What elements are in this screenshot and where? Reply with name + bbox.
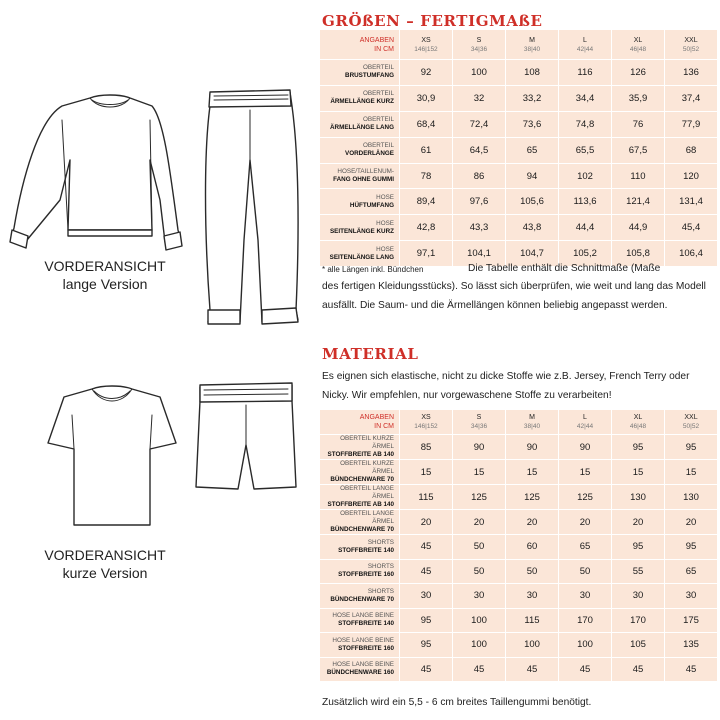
row-label-cell <box>320 658 400 683</box>
value-cell: 68,4 <box>400 112 453 138</box>
row-label-line2: FANG OHNE GUMMI <box>333 176 394 183</box>
value-cell: 105 <box>612 633 665 658</box>
row-label-cell <box>320 164 400 190</box>
value-cell: 44,9 <box>612 215 665 241</box>
value-cell: 95 <box>612 435 665 460</box>
value-cell: 45 <box>559 658 612 683</box>
value-cell: 104,7 <box>506 241 559 267</box>
table-row <box>320 460 718 485</box>
value-cell: 20 <box>400 510 453 535</box>
sizes-text: des fertigen Kleidungsstücks). So lässt sich überprüfen, wie weit und lang das Modell ausfällt. Die Saum- und die Ärmellängen können beliebig angepasst werden. <box>322 281 706 311</box>
header-size-cell <box>506 30 559 60</box>
value-cell: 15 <box>400 460 453 485</box>
value-cell: 130 <box>612 485 665 510</box>
row-label-line1: HOSE LANGE BEINE <box>332 661 394 669</box>
value-cell: 97,1 <box>400 241 453 267</box>
header-size-cell <box>665 30 718 60</box>
header-size-sub: 38|40 <box>523 45 541 53</box>
caption-long-title: VORDERANSICHT <box>44 258 166 274</box>
header-size-label: L <box>583 414 587 421</box>
header-size-sub: 146|152 <box>414 45 438 53</box>
material-title: MATERIAL <box>322 345 419 363</box>
value-cell: 68 <box>665 138 718 164</box>
row-label-line1: SHORTS <box>367 587 394 595</box>
row-label-line1: HOSE <box>376 193 394 201</box>
row-label-line1: SHORTS <box>367 563 394 571</box>
shorts-drawing <box>196 383 296 489</box>
header-size-cell <box>665 410 718 435</box>
row-label-line2: STOFFBREITE AB 140 <box>327 451 394 458</box>
value-cell: 95 <box>400 609 453 634</box>
value-cell: 95 <box>400 633 453 658</box>
table-row <box>320 560 718 585</box>
header-size-cell <box>400 30 453 60</box>
row-label-cell <box>320 60 400 86</box>
value-cell: 116 <box>559 60 612 86</box>
table-row <box>320 609 718 634</box>
value-cell: 90 <box>453 435 506 460</box>
header-label-line2: IN CM <box>374 45 394 53</box>
row-label-line2: BÜNDCHENWARE 70 <box>330 476 394 483</box>
value-cell: 45 <box>506 658 559 683</box>
header-size-label: M <box>529 36 535 44</box>
value-cell: 95 <box>665 435 718 460</box>
value-cell: 90 <box>559 435 612 460</box>
row-label-cell <box>320 138 400 164</box>
value-cell: 30 <box>559 584 612 609</box>
table-row <box>320 138 718 164</box>
value-cell: 20 <box>559 510 612 535</box>
caption-short-version <box>20 546 190 582</box>
header-size-label: XL <box>633 414 643 421</box>
row-label-line2: STOFFBREITE 160 <box>338 644 394 652</box>
size-table <box>320 30 718 267</box>
footnote-text: * alle Längen inkl. Bündchen <box>322 265 424 274</box>
value-cell: 105,8 <box>612 241 665 267</box>
row-label-line2: HÜFTUMFANG <box>349 201 394 209</box>
value-cell: 97,6 <box>453 189 506 215</box>
table-row <box>320 189 718 215</box>
row-label-cell <box>320 633 400 658</box>
value-cell: 92 <box>400 60 453 86</box>
footnote <box>322 261 423 280</box>
header-size-sub: 50|52 <box>682 423 700 430</box>
value-cell: 136 <box>665 60 718 86</box>
row-label-cell <box>320 460 400 485</box>
tshirt-drawing <box>48 386 176 525</box>
row-label-line2: BÜNDCHENWARE 70 <box>330 526 394 533</box>
value-cell: 64,5 <box>453 138 506 164</box>
value-cell: 131,4 <box>665 189 718 215</box>
caption-short-title: VORDERANSICHT <box>44 547 166 563</box>
value-cell: 108 <box>506 60 559 86</box>
value-cell: 43,8 <box>506 215 559 241</box>
value-cell: 89,4 <box>400 189 453 215</box>
row-label-line1: OBERTEIL KURZE ÄRMEL <box>340 435 394 450</box>
header-size-cell <box>559 30 612 60</box>
header-size-cell <box>453 30 506 60</box>
row-label-line2: STOFFBREITE AB 140 <box>327 501 394 508</box>
caption-long-subtitle: lange Version <box>62 276 148 292</box>
value-cell: 100 <box>506 633 559 658</box>
table-row <box>320 86 718 112</box>
value-cell: 77,9 <box>665 112 718 138</box>
value-cell: 170 <box>559 609 612 634</box>
value-cell: 73,6 <box>506 112 559 138</box>
value-cell: 65,5 <box>559 138 612 164</box>
value-cell: 105,2 <box>559 241 612 267</box>
header-size-label: XL <box>633 36 643 44</box>
header-label-cell <box>320 30 400 60</box>
value-cell: 45 <box>453 658 506 683</box>
value-cell: 113,6 <box>559 189 612 215</box>
table-row <box>320 510 718 535</box>
long-pants-drawing <box>206 90 299 324</box>
value-cell: 65 <box>506 138 559 164</box>
value-cell: 50 <box>559 560 612 585</box>
value-cell: 76 <box>612 112 665 138</box>
caption-short-subtitle: kurze Version <box>62 565 148 581</box>
header-size-cell <box>400 410 453 435</box>
row-label-cell <box>320 189 400 215</box>
value-cell: 32 <box>453 86 506 112</box>
header-size-label: S <box>476 414 482 421</box>
value-cell: 30 <box>506 584 559 609</box>
value-cell: 42,8 <box>400 215 453 241</box>
row-label-cell <box>320 535 400 560</box>
value-cell: 50 <box>453 535 506 560</box>
value-cell: 65 <box>665 560 718 585</box>
value-cell: 15 <box>506 460 559 485</box>
table-row <box>320 60 718 86</box>
row-label-line1: OBERTEIL <box>362 116 394 124</box>
value-cell: 106,4 <box>665 241 718 267</box>
value-cell: 30 <box>400 584 453 609</box>
value-cell: 30 <box>612 584 665 609</box>
value-cell: 78 <box>400 164 453 190</box>
material-text: Es eignen sich elastische, nicht zu dicke Stoffe wie z.B. Jersey, French Terry oder Nicky. Wir empfehlen, nur vorgewaschene Stoffe zu verarbeiten! <box>322 371 690 401</box>
table-row <box>320 435 718 460</box>
header-size-label: M <box>529 414 535 421</box>
value-cell: 30,9 <box>400 86 453 112</box>
header-size-sub: 34|36 <box>470 45 488 53</box>
table-row <box>320 164 718 190</box>
value-cell: 130 <box>665 485 718 510</box>
header-size-label: XXL <box>684 36 698 44</box>
header-size-cell <box>612 30 665 60</box>
value-cell: 33,2 <box>506 86 559 112</box>
value-cell: 100 <box>453 633 506 658</box>
long-version-sketch <box>0 80 310 340</box>
row-label-cell <box>320 584 400 609</box>
value-cell: 45 <box>400 535 453 560</box>
value-cell: 120 <box>665 164 718 190</box>
value-cell: 100 <box>453 60 506 86</box>
value-cell: 30 <box>665 584 718 609</box>
value-cell: 125 <box>506 485 559 510</box>
value-cell: 45,4 <box>665 215 718 241</box>
row-label-line2: STOFFBREITE 140 <box>338 620 394 628</box>
table-row <box>320 112 718 138</box>
value-cell: 60 <box>506 535 559 560</box>
value-cell: 115 <box>506 609 559 634</box>
value-cell: 85 <box>400 435 453 460</box>
value-cell: 45 <box>612 658 665 683</box>
row-label-line1: OBERTEIL LANGE ÄRMEL <box>340 510 394 525</box>
row-label-line1: HOSE/TAILLENUM- <box>337 168 394 175</box>
value-cell: 90 <box>506 435 559 460</box>
value-cell: 15 <box>453 460 506 485</box>
value-cell: 175 <box>665 609 718 634</box>
row-label-line2: SEITENLÄNGE KURZ <box>329 227 394 235</box>
table-row <box>320 658 718 683</box>
value-cell: 121,4 <box>612 189 665 215</box>
value-cell: 55 <box>612 560 665 585</box>
value-cell: 115 <box>400 485 453 510</box>
row-label-line2: BRUSTUMFANG <box>345 72 394 80</box>
value-cell: 104,1 <box>453 241 506 267</box>
value-cell: 125 <box>453 485 506 510</box>
value-cell: 20 <box>453 510 506 535</box>
value-cell: 72,4 <box>453 112 506 138</box>
header-size-cell <box>453 410 506 435</box>
header-size-label: XS <box>421 36 431 44</box>
header-label-line2: IN CM <box>374 423 394 430</box>
row-label-line1: OBERTEIL LANGE ÄRMEL <box>340 485 394 500</box>
header-size-cell <box>559 410 612 435</box>
value-cell: 170 <box>612 609 665 634</box>
value-cell: 34,4 <box>559 86 612 112</box>
row-label-line2: STOFFBREITE 140 <box>338 546 394 554</box>
value-cell: 100 <box>453 609 506 634</box>
header-label-line1: ANGABEN <box>359 36 394 44</box>
value-cell: 20 <box>665 510 718 535</box>
value-cell: 65 <box>559 535 612 560</box>
row-label-line1: HOSE <box>376 219 394 227</box>
value-cell: 35,9 <box>612 86 665 112</box>
value-cell: 94 <box>506 164 559 190</box>
table-row <box>320 584 718 609</box>
value-cell: 15 <box>559 460 612 485</box>
value-cell: 74,8 <box>559 112 612 138</box>
value-cell: 110 <box>612 164 665 190</box>
row-label-cell <box>320 112 400 138</box>
table-header-row <box>320 410 718 435</box>
header-size-sub: 146|152 <box>414 423 438 430</box>
row-label-line1: OBERTEIL <box>362 142 394 150</box>
row-label-line1: OBERTEIL <box>362 64 394 72</box>
value-cell: 15 <box>665 460 718 485</box>
header-size-label: XXL <box>684 414 698 421</box>
row-label-cell <box>320 485 400 510</box>
value-cell: 125 <box>559 485 612 510</box>
row-label-line2: BÜNDCHENWARE 70 <box>330 595 394 603</box>
header-size-cell <box>506 410 559 435</box>
row-label-cell <box>320 510 400 535</box>
table-row <box>320 633 718 658</box>
value-cell: 67,5 <box>612 138 665 164</box>
header-size-label: L <box>583 36 587 44</box>
value-cell: 95 <box>612 535 665 560</box>
bottom-note: Zusätzlich wird ein 5,5 - 6 cm breites Taillengummi benötigt. <box>322 697 592 708</box>
row-label-line2: VORDERLÄNGE <box>345 150 394 158</box>
row-label-line2: ÄRMELLÄNGE KURZ <box>330 98 394 106</box>
row-label-line1: OBERTEIL KURZE ÄRMEL <box>340 460 394 475</box>
header-size-sub: 46|48 <box>629 45 647 53</box>
value-cell: 30 <box>453 584 506 609</box>
value-cell: 43,3 <box>453 215 506 241</box>
row-label-cell <box>320 560 400 585</box>
value-cell: 20 <box>506 510 559 535</box>
value-cell: 50 <box>453 560 506 585</box>
header-size-label: S <box>476 36 482 44</box>
header-size-sub: 42|44 <box>576 45 594 53</box>
table-row <box>320 215 718 241</box>
value-cell: 95 <box>665 535 718 560</box>
header-size-cell <box>612 410 665 435</box>
value-cell: 135 <box>665 633 718 658</box>
sizes-title: GRÖßEN – FERTIGMAßE <box>322 12 543 30</box>
row-label-cell <box>320 609 400 634</box>
header-size-sub: 50|52 <box>682 45 700 53</box>
sizes-text-line1: Die Tabelle enthält die Schnittmaße (Maße <box>468 263 661 274</box>
header-label-line1: ANGABEN <box>359 414 394 421</box>
table-header-row <box>320 30 718 60</box>
header-size-sub: 38|40 <box>523 423 541 430</box>
value-cell: 105,6 <box>506 189 559 215</box>
header-size-sub: 34|36 <box>470 423 488 430</box>
value-cell: 126 <box>612 60 665 86</box>
material-table <box>320 410 718 682</box>
value-cell: 44,4 <box>559 215 612 241</box>
value-cell: 50 <box>506 560 559 585</box>
row-label-line1: HOSE <box>376 245 394 253</box>
row-label-cell <box>320 86 400 112</box>
caption-long-version <box>20 257 190 293</box>
value-cell: 86 <box>453 164 506 190</box>
table-row <box>320 485 718 510</box>
table-row <box>320 535 718 560</box>
short-version-sketch <box>0 375 310 535</box>
row-label-cell <box>320 435 400 460</box>
row-label-line1: OBERTEIL <box>362 90 394 98</box>
sweater-drawing <box>10 95 182 250</box>
value-cell: 100 <box>559 633 612 658</box>
value-cell: 45 <box>400 658 453 683</box>
row-label-line2: BÜNDCHENWARE 160 <box>326 669 394 677</box>
value-cell: 45 <box>665 658 718 683</box>
row-label-line2: SEITENLÄNGE LANG <box>329 253 394 261</box>
header-size-sub: 42|44 <box>576 423 594 430</box>
row-label-line1: HOSE LANGE BEINE <box>332 612 394 620</box>
row-label-line2: STOFFBREITE 160 <box>338 571 394 579</box>
row-label-line1: SHORTS <box>367 538 394 546</box>
header-label-cell <box>320 410 400 435</box>
row-label-line1: HOSE LANGE BEINE <box>332 636 394 644</box>
value-cell: 15 <box>612 460 665 485</box>
row-label-line2: ÄRMELLÄNGE LANG <box>329 124 394 132</box>
value-cell: 45 <box>400 560 453 585</box>
header-size-label: XS <box>421 414 431 421</box>
value-cell: 61 <box>400 138 453 164</box>
row-label-cell <box>320 215 400 241</box>
header-size-sub: 46|48 <box>629 423 647 430</box>
value-cell: 102 <box>559 164 612 190</box>
value-cell: 20 <box>612 510 665 535</box>
value-cell: 37,4 <box>665 86 718 112</box>
